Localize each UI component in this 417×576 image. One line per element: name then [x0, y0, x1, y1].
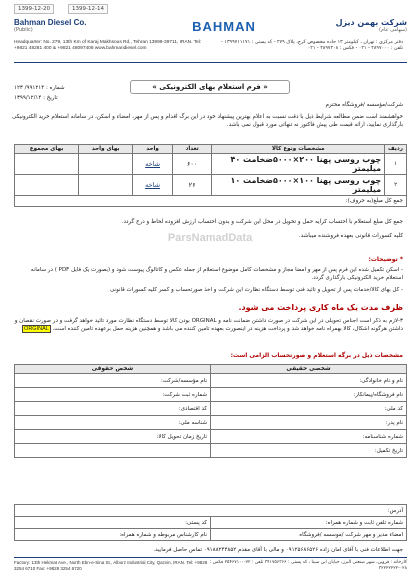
- legal-field[interactable]: کد اقتصادی:: [15, 402, 211, 416]
- real-field[interactable]: شماره شناسنامه:: [211, 430, 407, 444]
- company-type-en: (Public): [14, 27, 33, 33]
- info-table: [14, 364, 407, 458]
- note-1: - اسکن تکمیل شده این فرم پس از مهر و امضا مجاز و مشخصات کامل موضوع استعلام از جمله عکس و کاتالوگ پیوست شود و (بصورت یک فایل PDF ) در سامانه استعلام خرید الکترونیکی بارگذاری گردد.: [30, 267, 403, 282]
- company-name-fa: شرکت بهمن دیزل: [335, 18, 407, 27]
- col-qty: تعداد: [172, 145, 212, 154]
- factory-address-fa: کارخانه : قزوین، شهر صنعتی البرز، خیابان ابن سینا ، کد پستی : ۳۴۱۷۵۶۳۶۶ تلفن : ۷۲-۲۵۴۶۷۱۰۰ فکس : ۰۲۸-۳۲۲۲۲۲۲۲: [209, 560, 407, 572]
- hq-address-fa: دفتر مرکزی : تهران ، کیلومتر ۱۳ جاده مخصوص کرج، پلاک ۲۷۹ - کد پستی : ۱۳۹۹۷۱۱۱۷۱ - تلفن : ۴۸۹۷۰۰۰ - ۰۲۱ - فکس : ۴۸۹۷۴۰۸ - ۰۲۱: [221, 40, 403, 52]
- logo-wordmark: BAHMAN: [192, 19, 256, 34]
- legal-field-empty[interactable]: [15, 444, 211, 458]
- date-label: تاریخ :: [43, 94, 58, 101]
- date-value: ۱۳۹۹/۱۲/۱۴: [14, 94, 42, 101]
- legal-field[interactable]: شناسه ملی:: [15, 416, 211, 430]
- sum-row: [15, 196, 407, 207]
- company-type-fa: (سهامی عام): [379, 27, 407, 33]
- real-field[interactable]: نام فروشگاه/پیمانکار:: [211, 388, 407, 402]
- top-date-stamp-right: 1399-12-14: [68, 4, 108, 14]
- col-legal-person: شخص حقوقی: [15, 365, 211, 374]
- row-qty: ۲۶: [172, 175, 212, 196]
- info-row: [15, 388, 407, 402]
- signature-field[interactable]: امضاء مدیر و مهر شرکت /موسسه /فروشگاه: [211, 529, 407, 541]
- hq-address-en: Headquarter: No. 279, 13th Km of Karaj Makhsous Rd., Tehran 13999-39711, IRAN. Tel: +9821 48281 400 & +9821 48097408 www.bahmandiesel.com: [14, 40, 202, 52]
- contact-line: جهت اطلاعات فنی با آقای امان زاده ۰۹۱۲۵۶۸۶۵۲۶ و مالی با آقای مقدم ۰۹۱۸۸۲۴۴۸۵۲ تماس حاصل فرمایید.: [153, 547, 403, 553]
- top-date-stamp-left: 1399-12-20: [14, 4, 54, 14]
- intro-paragraph: خواهشمند است ضمن مطالعه شرایط ذیل با دقت نسبت به اعلام بهترین پیشنهاد خود در این برگ اقدام و پس از مهر، امضاء و اسکن، در سامانه استعلام خرید الکترونیکی بارگذاری نمایید، ارائه قیمت طی پیش فاکتور نه تنهائی مورد قبول نمی باشد.: [11, 114, 403, 129]
- info-row: [15, 402, 407, 416]
- info-row: [15, 444, 407, 458]
- table-row: [15, 175, 407, 196]
- number-line: [14, 84, 65, 94]
- number-label: شماره :: [45, 85, 65, 91]
- info-row: [15, 430, 407, 444]
- address-field[interactable]: آدرس:: [15, 505, 407, 517]
- legal-field[interactable]: شماره ثبت شرکت:: [15, 388, 211, 402]
- row-unit: شاخه: [133, 175, 173, 196]
- company-logo: [164, 19, 284, 34]
- header-divider: [14, 62, 407, 63]
- items-header-row: [15, 145, 407, 154]
- info-row: [15, 416, 407, 430]
- real-field[interactable]: تاریخ تکمیل:: [211, 444, 407, 458]
- note-2: - کل بهای کالا/خدمات پس از تحویل و تائید فنی توسط دستگاه نظارت این شرکت و اخذ صورتحساب و کسر کلیه کسورات قانونی: [109, 287, 403, 293]
- rep-field[interactable]: نام کارشناس مربوطه و شماره همراه:: [15, 529, 211, 541]
- letterhead-en: [14, 18, 86, 33]
- note-3-text: ۳-لازم به ذکر است اجناس تحویلی در این شرکت در صورت داشتن ضمانت نامه و ORGINAL بودن کالا توسط دستگاه نظارت مورد تائید خواهد گرفت و در صورت نقصان و داشتن هرگونه اشکال، کالا بهمراه نامه خواهد شد و پرداخت هزینه در اینصورت بعهده تامین کننده می باشد و همچنین هزینه حمل برعهده تامین کننده است.: [14, 318, 403, 333]
- payment-term-highlight: ظرف مدت یک ماه کاری پرداخت می شود.: [238, 303, 403, 312]
- rep-row: [15, 529, 407, 541]
- legal-field[interactable]: نام مؤسسه/شرکت:: [15, 374, 211, 388]
- condition-2: کلیه کسورات قانونی بعهده فروشنده میباشد.: [298, 233, 403, 239]
- note-3: [13, 317, 403, 334]
- legal-field[interactable]: تاریخ زمان تحویل کالا:: [15, 430, 211, 444]
- row-index: ۱: [385, 154, 407, 175]
- phone-row: [15, 517, 407, 529]
- watermark: ParsNamadData: [167, 232, 253, 244]
- row-description: چوب روسی پهنا ۲۰۰×۵۰۰۰ضخامت ۴۰ میلیمتر: [212, 154, 385, 175]
- original-highlight: ORGINAL: [24, 326, 49, 333]
- factory-address-en: Factory: 13th Hekmat Ave., North Ebn-e-Sina St., Alborz Industrial City, Qazvin, IRAN. Tel: +9828 3254 6710 Fax: +9828 3254 6720: [14, 560, 208, 572]
- date-line: [14, 94, 65, 104]
- address-row: [15, 505, 407, 517]
- recipient-line: شرکت/مؤسسه /فروشگاه محترم: [325, 102, 403, 108]
- condition-1: جمع کل مبلغ استعلام با احتساب کرایه حمل و تحویل در محل این شرکت و بدون احتساب ارزش افزوده لحاظ و درج گردد.: [121, 219, 403, 225]
- row-total[interactable]: [15, 154, 79, 175]
- form-meta: [14, 84, 65, 104]
- row-unit: شاخه: [133, 154, 173, 175]
- row-description: چوب روسی پهنا ۱۰۰×۵۰۰۰ضخامت ۱۰ میلیمتر: [212, 175, 385, 196]
- postal-field[interactable]: کد پستی:: [15, 517, 211, 529]
- number-value: ۹۹۱۲۱۴/ ۱۲۳: [14, 85, 45, 91]
- sum-label: جمع کل مبلغ(به حروف):: [345, 198, 403, 204]
- table-row: [15, 154, 407, 175]
- info-header-row: [15, 365, 407, 374]
- col-description: مشخصات ونوع کالا: [212, 145, 385, 154]
- row-unit-price[interactable]: [79, 154, 133, 175]
- sum-cell[interactable]: [15, 196, 407, 207]
- notes-title: * توضیحات:: [368, 256, 403, 263]
- letterhead-fa: [336, 18, 407, 33]
- row-total[interactable]: [15, 175, 79, 196]
- col-real-person: شخصی حقیقی: [211, 365, 407, 374]
- row-index: ۲: [385, 175, 407, 196]
- col-index: ردیف: [385, 145, 407, 154]
- col-unit-price: بهای واحد: [79, 145, 133, 154]
- row-unit-price[interactable]: [79, 175, 133, 196]
- col-total: بهای مجموع: [15, 145, 79, 154]
- real-field[interactable]: کد ملی:: [211, 402, 407, 416]
- items-table: [14, 144, 407, 207]
- real-field[interactable]: نام پدر:: [211, 416, 407, 430]
- row-qty: ۶۰۰: [172, 154, 212, 175]
- company-name-en: Bahman Diesel Co.: [14, 18, 87, 27]
- col-unit: واحد: [133, 145, 173, 154]
- footer: [14, 558, 407, 573]
- phone-field[interactable]: شماره تلفن ثابت و شماره همراه:: [211, 517, 407, 529]
- form-title: « فرم استعلام بهای الکترونیکی »: [130, 80, 290, 94]
- info-row: [15, 374, 407, 388]
- info-title: مشخصات ذیل در برگه استعلام و صورتحساب الزامی است:: [230, 352, 403, 359]
- address-table: [14, 504, 407, 541]
- real-field[interactable]: نام و نام خانوادگی:: [211, 374, 407, 388]
